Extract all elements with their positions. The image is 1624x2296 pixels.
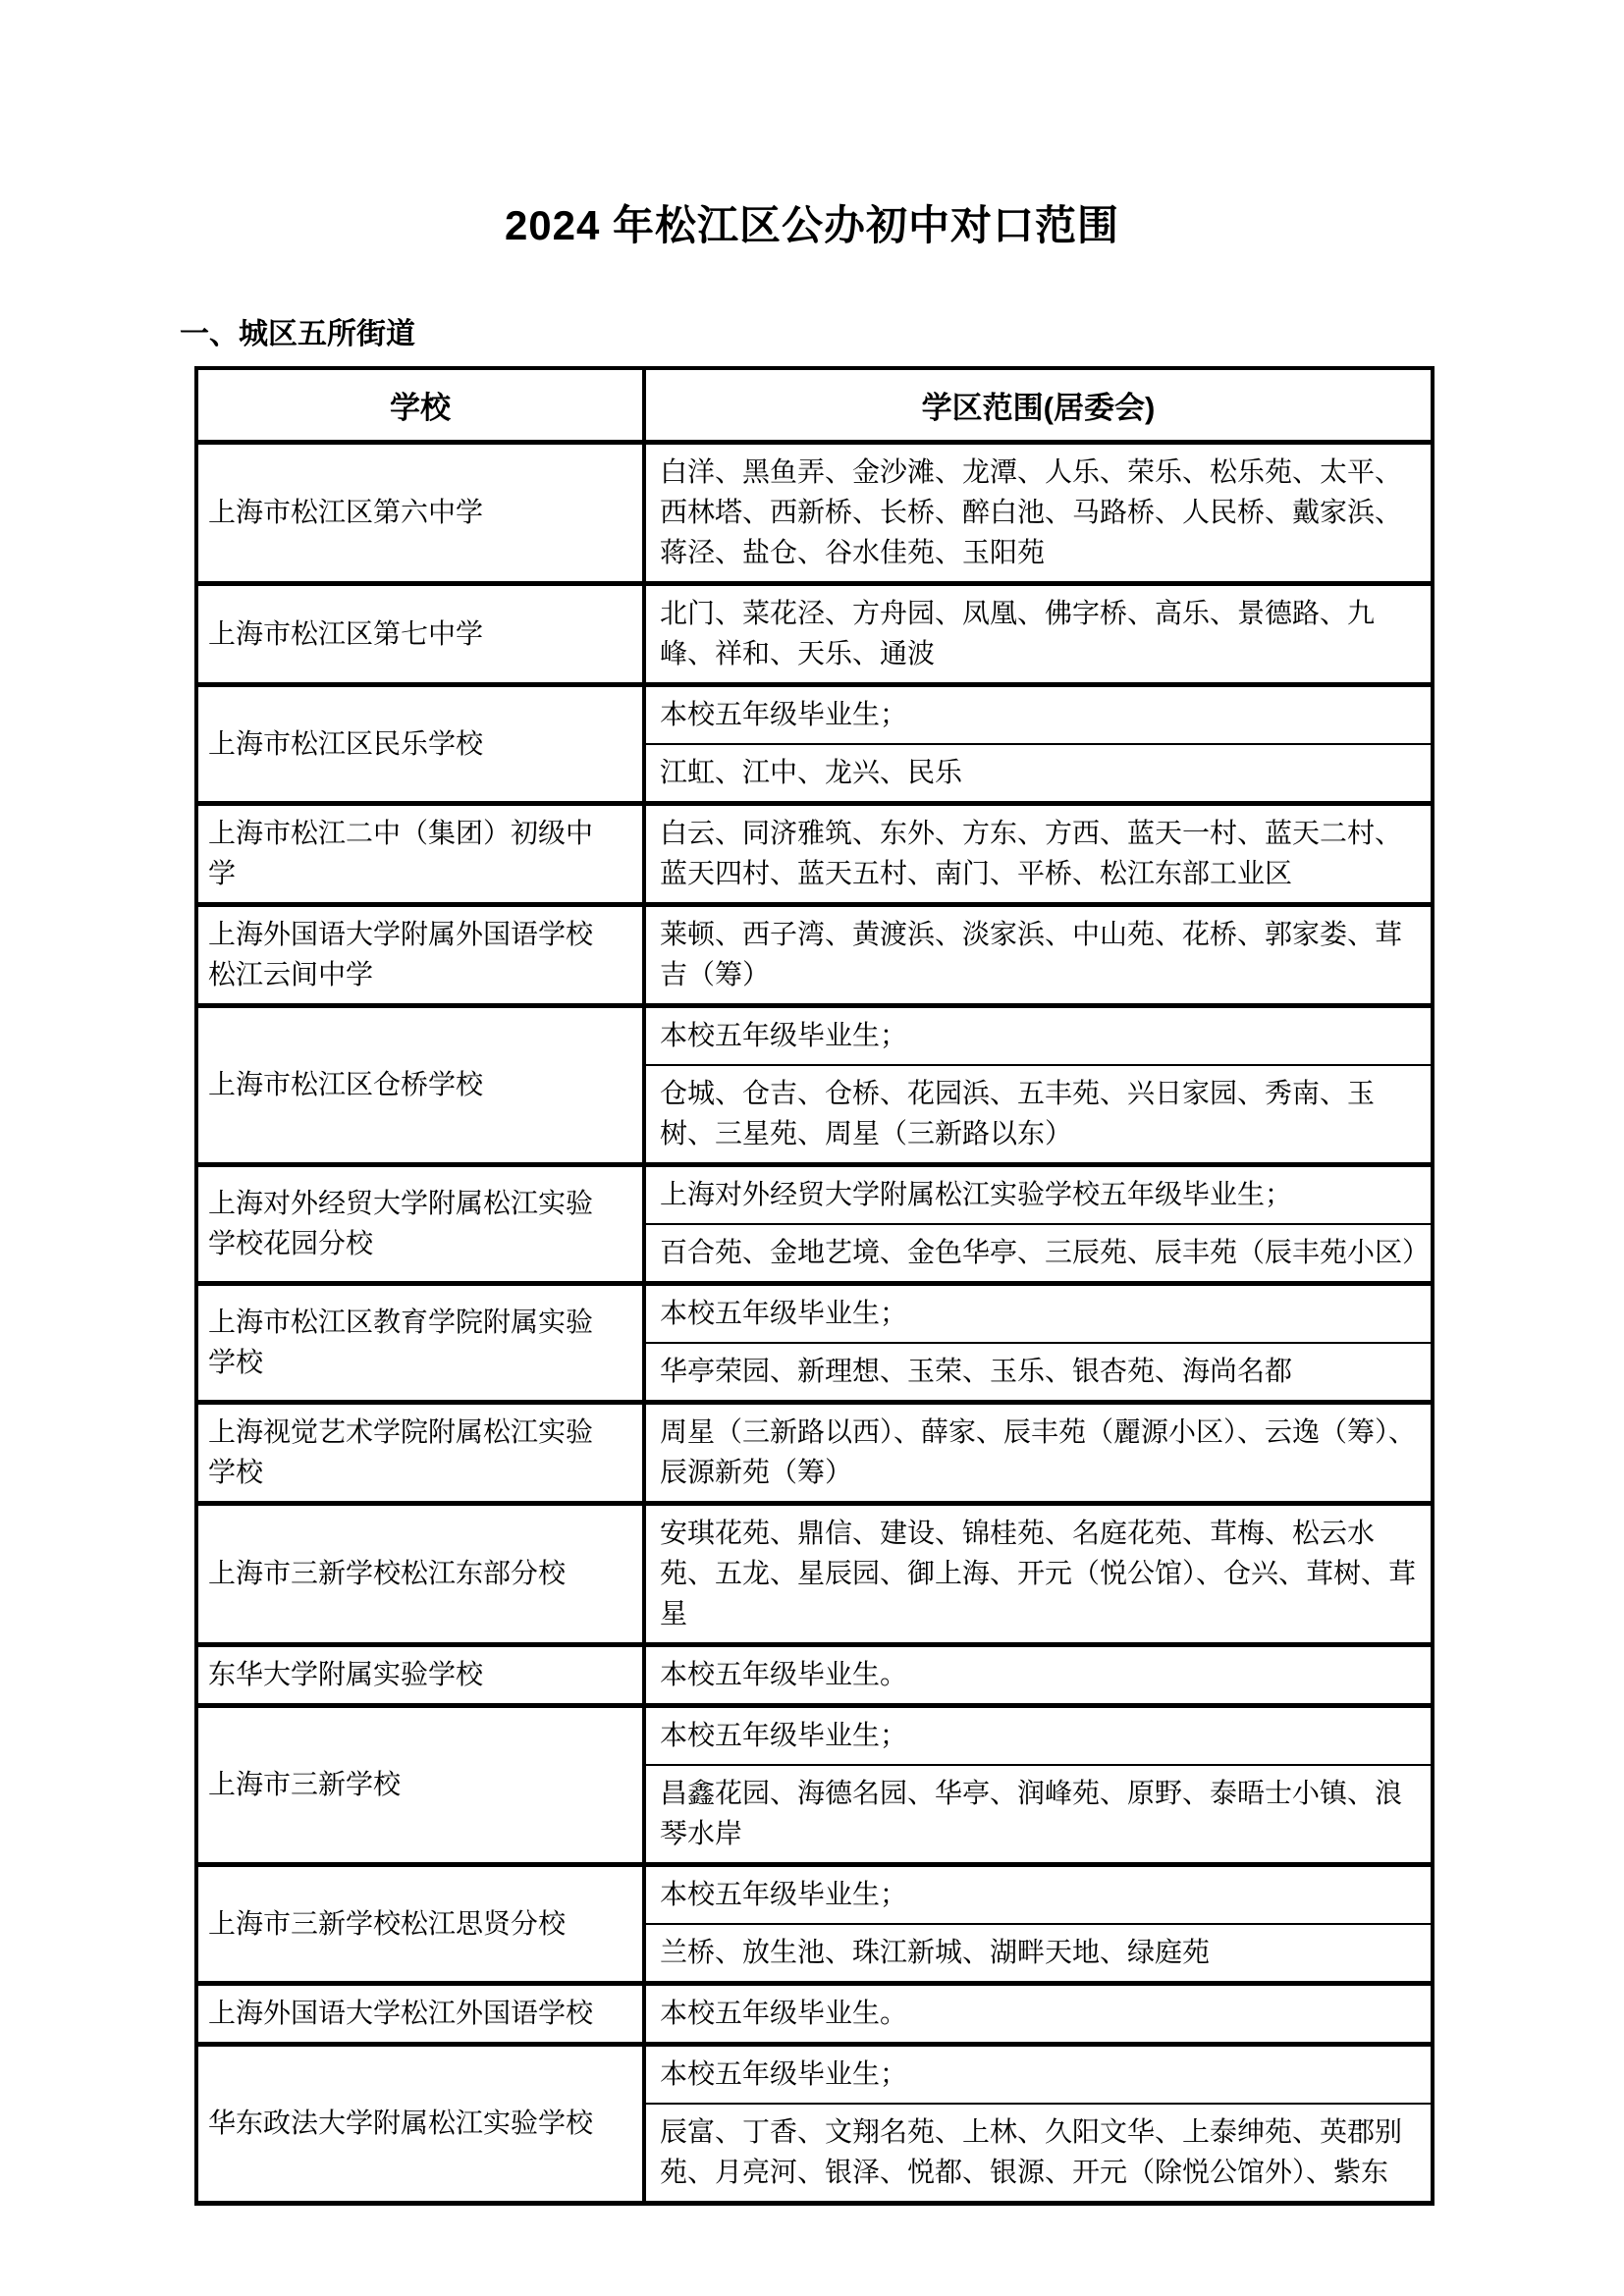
district-range-cell: 本校五年级毕业生； [644, 1006, 1433, 1066]
district-range-cell: 上海对外经贸大学附属松江实验学校五年级毕业生； [644, 1165, 1433, 1225]
page-title: 2024 年松江区公办初中对口范围 [504, 202, 1120, 248]
school-name-cell: 上海市松江区第六中学 [196, 443, 644, 584]
table-header-row [196, 368, 1433, 443]
table-body [196, 443, 1433, 2204]
district-range-cell: 本校五年级毕业生； [644, 1284, 1433, 1344]
column-header-range: 学区范围(居委会) [644, 368, 1433, 443]
district-range-cell: 兰桥、放生池、珠江新城、湖畔天地、绿庭苑 [644, 1924, 1433, 1984]
district-range-cell: 江虹、江中、龙兴、民乐 [644, 744, 1433, 804]
school-name-cell: 上海外国语大学松江外国语学校 [196, 1984, 644, 2045]
school-name-cell: 上海外国语大学附属外国语学校松江云间中学 [196, 905, 644, 1006]
table-row [196, 905, 1433, 1006]
school-name-cell: 上海市松江二中（集团）初级中学 [196, 804, 644, 905]
district-range-cell: 昌鑫花园、海德名园、华亭、润峰苑、原野、泰晤士小镇、浪琴水岸 [644, 1765, 1433, 1865]
school-name-cell: 上海市松江区教育学院附属实验学校 [196, 1284, 644, 1403]
column-header-school: 学校 [196, 368, 644, 443]
district-range-cell: 周星（三新路以西）、薛家、辰丰苑（麗源小区）、云逸（筹）、辰源新苑（筹） [644, 1403, 1433, 1504]
district-range-cell: 白云、同济雅筑、东外、方东、方西、蓝天一村、蓝天二村、蓝天四村、蓝天五村、南门、平桥、松江东部工业区 [644, 804, 1433, 905]
district-range-cell: 本校五年级毕业生； [644, 685, 1433, 745]
district-range-cell: 本校五年级毕业生； [644, 1706, 1433, 1766]
table-row [196, 1284, 1433, 1344]
school-name-cell: 上海市三新学校 [196, 1706, 644, 1865]
district-range-cell: 白洋、黑鱼弄、金沙滩、龙潭、人乐、荣乐、松乐苑、太平、西林塔、西新桥、长桥、醉白池、马路桥、人民桥、戴家浜、蒋泾、盐仓、谷水佳苑、玉阳苑 [644, 443, 1433, 584]
district-range-cell: 本校五年级毕业生； [644, 2045, 1433, 2105]
table-row [196, 1984, 1433, 2045]
school-name-cell: 上海市三新学校松江东部分校 [196, 1504, 644, 1645]
school-name-cell: 上海视觉艺术学院附属松江实验学校 [196, 1403, 644, 1504]
table-row [196, 1403, 1433, 1504]
district-range-cell: 本校五年级毕业生。 [644, 1984, 1433, 2045]
school-name-cell: 上海对外经贸大学附属松江实验学校花园分校 [196, 1165, 644, 1284]
school-name-cell: 上海市松江区第七中学 [196, 584, 644, 685]
school-name-cell: 上海市松江区仓桥学校 [196, 1006, 644, 1165]
school-name-cell: 华东政法大学附属松江实验学校 [196, 2045, 644, 2204]
district-range-cell: 百合苑、金地艺境、金色华亭、三辰苑、辰丰苑（辰丰苑小区） [644, 1224, 1433, 1284]
table-row [196, 584, 1433, 685]
district-range-cell: 仓城、仓吉、仓桥、花园浜、五丰苑、兴日家园、秀南、玉树、三星苑、周星（三新路以东） [644, 1065, 1433, 1165]
table-row [196, 1645, 1433, 1706]
school-district-table [194, 366, 1435, 2206]
school-name-cell: 上海市松江区民乐学校 [196, 685, 644, 804]
district-range-cell: 华亭荣园、新理想、玉荣、玉乐、银杏苑、海尚名都 [644, 1343, 1433, 1403]
school-name-cell: 上海市三新学校松江思贤分校 [196, 1865, 644, 1984]
school-name-cell: 东华大学附属实验学校 [196, 1645, 644, 1706]
section-heading: 一、城区五所街道 [180, 318, 415, 350]
table-row [196, 804, 1433, 905]
table-row [196, 443, 1433, 584]
table-row [196, 1865, 1433, 1925]
table-row [196, 685, 1433, 745]
district-range-cell: 本校五年级毕业生； [644, 1865, 1433, 1925]
district-range-cell: 本校五年级毕业生。 [644, 1645, 1433, 1706]
table-row [196, 1006, 1433, 1066]
table-row [196, 1165, 1433, 1225]
district-range-cell: 安琪花苑、鼎信、建设、锦桂苑、名庭花苑、茸梅、松云水苑、五龙、星辰园、御上海、开元（悦公馆）、仓兴、茸树、茸星 [644, 1504, 1433, 1645]
district-range-cell: 莱顿、西子湾、黄渡浜、淡家浜、中山苑、花桥、郭家娄、茸吉（筹） [644, 905, 1433, 1006]
district-range-cell: 北门、菜花泾、方舟园、凤凰、佛字桥、高乐、景德路、九峰、祥和、天乐、通波 [644, 584, 1433, 685]
table-row [196, 1504, 1433, 1645]
district-range-cell: 辰富、丁香、文翔名苑、上林、久阳文华、上泰绅苑、英郡别苑、月亮河、银泽、悦都、银源、开元（除悦公馆外）、紫东 [644, 2104, 1433, 2204]
table-row [196, 2045, 1433, 2105]
table-row [196, 1706, 1433, 1766]
